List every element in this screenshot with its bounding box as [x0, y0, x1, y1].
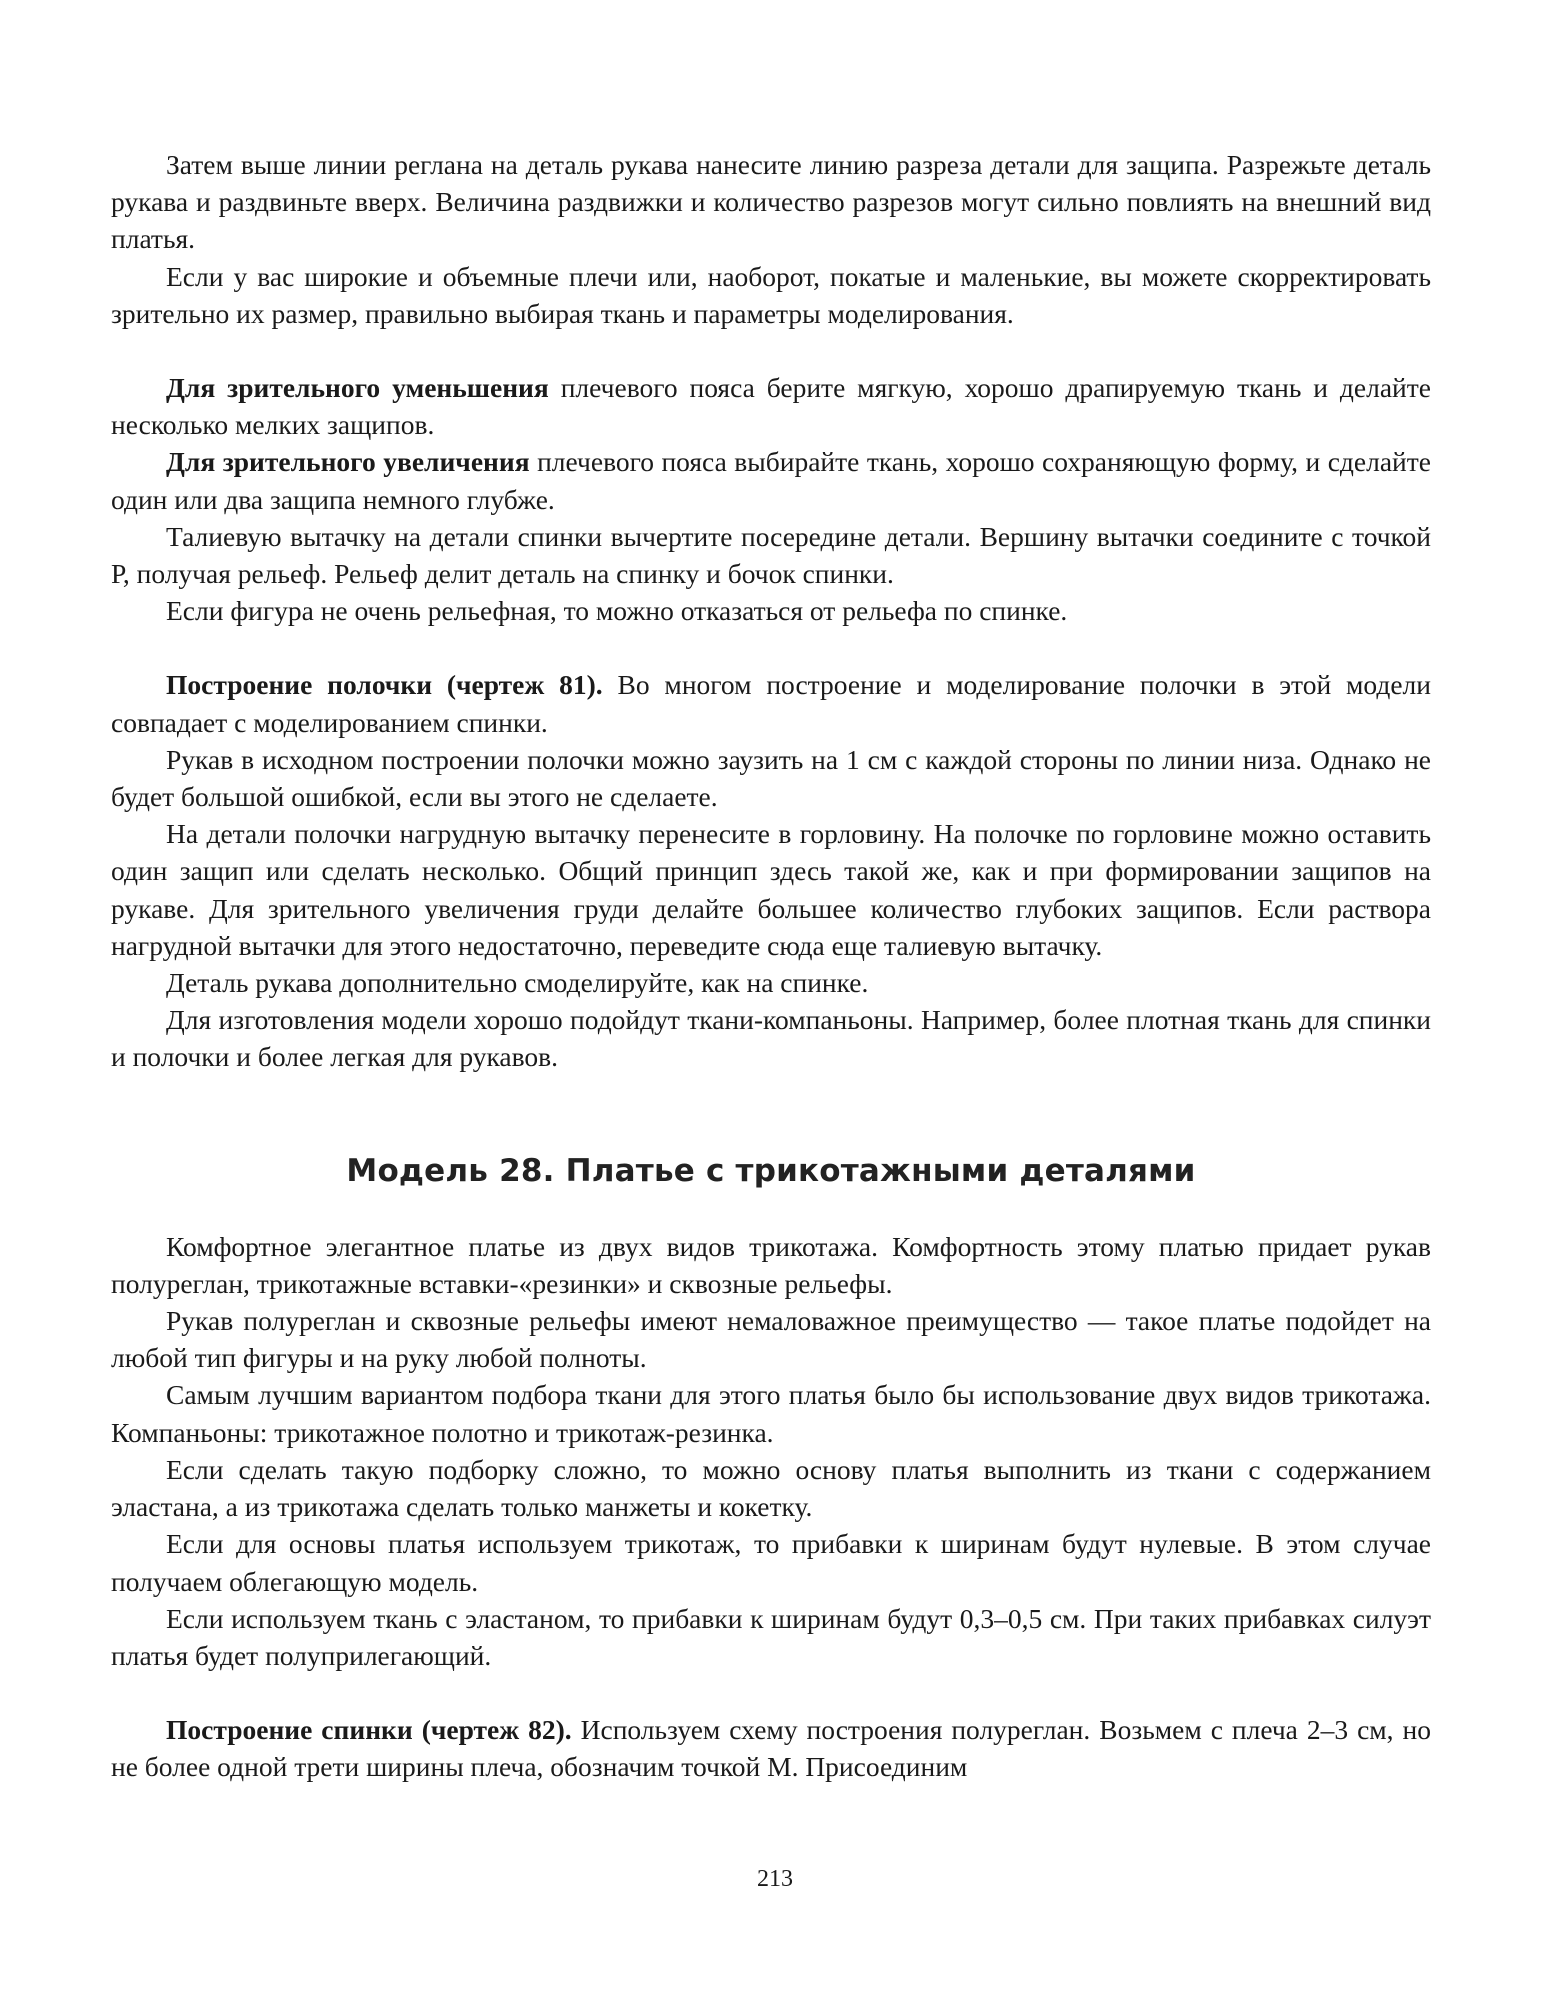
spacer: [111, 332, 1431, 369]
spacer: [111, 1191, 1431, 1228]
paragraph-text: плечевого пояса выбирайте ткань, хорошо сохраняющую форму, и сделайте один или два защипа немного глубже.: [111, 446, 1431, 515]
paragraph-text: Используем схему построения полуреглан. Возьмем с плеча 2–3 см, но не более одной трети ширины плеча, обозначим точкой М. Присоединим: [111, 1714, 1431, 1783]
paragraph: Если фигура не очень рельефная, то можно отказаться от рельефа по спинке.: [166, 595, 1068, 627]
paragraph: Для изготовления модели хорошо подойдут ткани-компаньоны. Например, более плотная ткань для спинки и полочки и более легкая для рукавов.: [111, 1004, 1431, 1073]
paragraph: [111, 369, 1431, 443]
bold-lead: Построение спинки (чертеж 82).: [166, 1714, 572, 1746]
paragraph: Самым лучшим вариантом подбора ткани для этого платья было бы использование двух видов трикотажа. Компаньоны: трикотажное полотно и трикотаж-резинка.: [111, 1379, 1431, 1448]
paragraph: [111, 443, 1431, 517]
paragraph-text: Во многом построение и моделирование полочки в этой модели совпадает с моделированием спинки.: [111, 669, 1431, 738]
paragraph: [111, 666, 1431, 740]
paragraph-text: плечевого пояса берите мягкую, хорошо драпируемую ткань и делайте несколько мелких защипов.: [111, 372, 1431, 441]
paragraph: Если для основы платья используем трикотаж, то прибавки к ширинам будут нулевые. В этом случае получаем облегающую модель.: [111, 1528, 1431, 1597]
paragraph: Если сделать такую подборку сложно, то можно основу платья выполнить из ткани с содержанием эластана, а из трикотажа сделать только манжеты и кокетку.: [111, 1453, 1431, 1523]
paragraph: Комфортное элегантное платье из двух видов трикотажа. Комфортность этому платью придает рукав полуреглан, трикотажные вставки-«резинки» и сквозные рельефы.: [111, 1230, 1431, 1299]
bold-lead: Для зрительного увеличения: [166, 446, 530, 478]
spacer: [111, 1674, 1431, 1711]
section-heading: Модель 28. Платье с трикотажными деталями: [346, 1152, 1196, 1189]
paragraph: Затем выше линии реглана на деталь рукава нанесите линию разреза детали для защипа. Разрежьте деталь рукава и раздвиньте вверх. Величина раздвижки и количество разрезов могут сильно повлиять на внешний вид платья.: [111, 149, 1431, 255]
page-number: 213: [757, 1866, 793, 1892]
bold-lead: Для зрительного уменьшения: [166, 372, 549, 404]
paragraph: Рукав в исходном построении полочки можно заузить на 1 см с каждой стороны по линии низа. Однако не будет большой ошибкой, если вы этого не сделаете.: [111, 743, 1431, 813]
page-body: [111, 146, 1431, 1786]
bold-lead: Построение полочки (чертеж 81).: [166, 669, 603, 701]
paragraph: [111, 1711, 1431, 1785]
paragraph: Рукав полуреглан и сквозные рельефы имеют немаловажное преимущество — такое платье подойдет на любой тип фигуры и на руку любой полноты.: [111, 1305, 1431, 1374]
spacer: [111, 629, 1431, 666]
spacer: [111, 1076, 1431, 1151]
paragraph: Если у вас широкие и объемные плечи или, наоборот, покатые и маленькие, вы можете скорректировать зрительно их размер, правильно выбирая ткань и параметры моделирования.: [111, 260, 1431, 329]
paragraph: Талиевую вытачку на детали спинки вычертите посередине детали. Вершину вытачки соедините с точкой Р, получая рельеф. Рельеф делит деталь на спинку и бочок спинки.: [111, 520, 1431, 590]
paragraph: Если используем ткань с эластаном, то прибавки к ширинам будут 0,3–0,5 см. При таких прибавках силуэт платья будет полуприлегающий.: [111, 1602, 1431, 1671]
paragraph: На детали полочки нагрудную вытачку перенесите в горловину. На полочке по горловине можно оставить один защип или сделать несколько. Общий принцип здесь такой же, как и при формировании защипов на рукаве. Для зрительного увеличения груди делайте большее количество глубоких защипов. Если раствора нагрудной вытачки для этого недостаточно, переведите сюда еще талиевую вытачку.: [111, 818, 1431, 961]
paragraph: Деталь рукава дополнительно смоделируйте, как на спинке.: [166, 967, 869, 999]
